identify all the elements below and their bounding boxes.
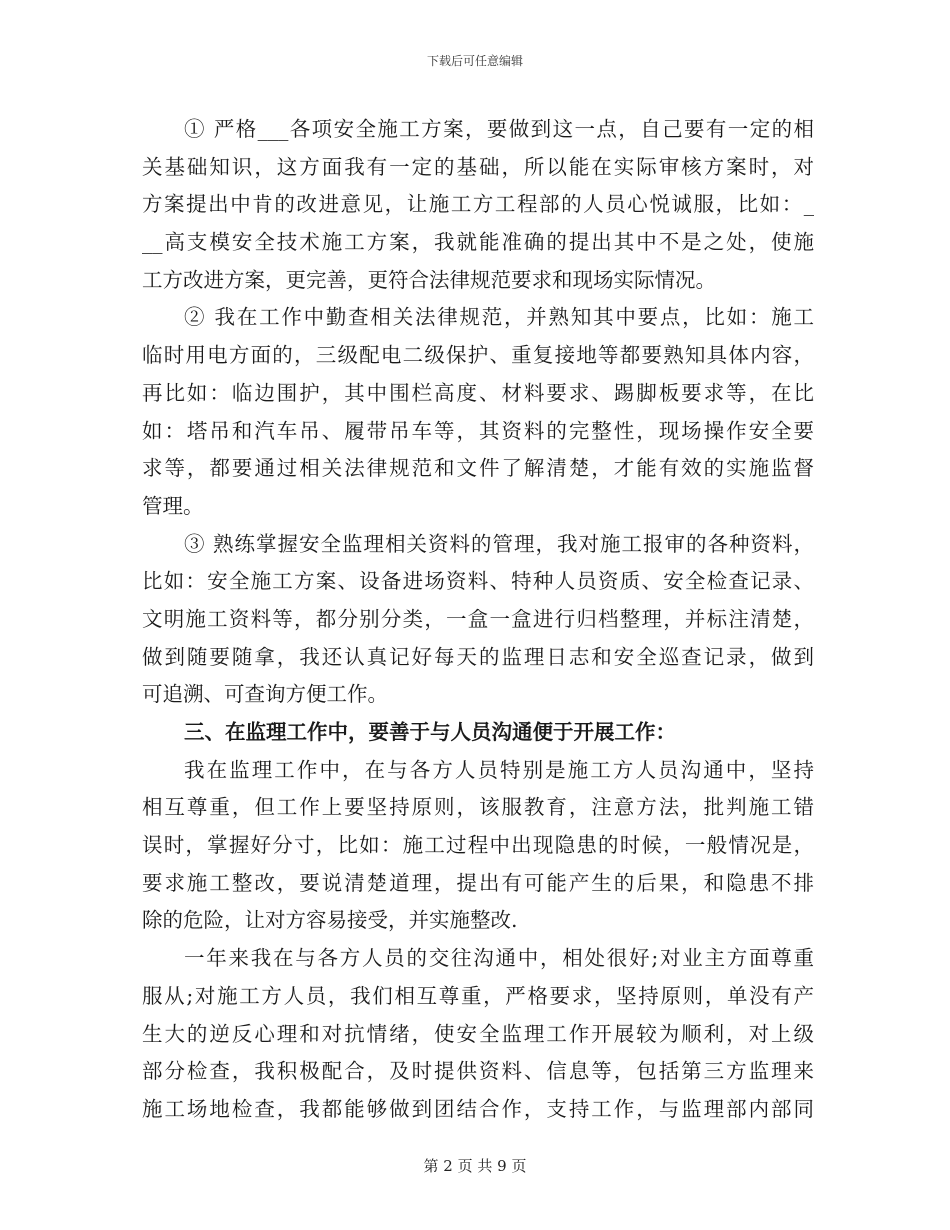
- paragraph-line: 一年来我在与各方人员的交往沟通中，相处很好;对业主方面尊重: [184, 946, 814, 971]
- paragraph-line: 比如：安全施工方案、设备进场资料、特种人员资质、安全检查记录、: [142, 569, 814, 594]
- paragraph-line: 除的危险，让对方容易接受，并实施整改.: [142, 908, 518, 933]
- paragraph-line: 如：塔吊和汽车吊、履带吊车等，其资料的完整性，现场操作安全要: [142, 418, 814, 443]
- paragraph-line: ① 严格___各项安全施工方案，要做到这一点，自己要有一定的相: [184, 117, 814, 141]
- paragraph-line: __高支模安全技术施工方案，我就能准确的提出其中不是之处，使施: [142, 230, 814, 255]
- paragraph-line: ② 我在工作中勤查相关法律规范，并熟知其中要点，比如：施工: [184, 305, 814, 330]
- paragraph-line: 做到随要随拿，我还认真记好每天的监理日志和安全巡查记录，做到: [142, 644, 814, 669]
- section-heading: 三、在监理工作中，要善于与人员沟通便于开展工作：: [184, 720, 676, 744]
- paragraph-line: 工方改进方案，更完善，更符合法律规范要求和现场实际情况。: [142, 267, 716, 292]
- document-body: [142, 111, 814, 1129]
- paragraph-line: ③ 熟练掌握安全监理相关资料的管理，我对施工报审的各种资料，: [184, 531, 814, 556]
- paragraph-line: 临时用电方面的，三级配电二级保护、重复接地等都要熟知具体内容，: [142, 343, 814, 368]
- paragraph-line: 施工场地检查，我都能够做到团结合作，支持工作，与监理部内部同: [142, 1096, 814, 1121]
- page-header: 下载后可任意编辑: [426, 54, 523, 68]
- paragraph-line: 求等，都要通过相关法律规范和文件了解清楚，才能有效的实施监督: [142, 456, 814, 481]
- paragraph-line: 方案提出中肯的改进意见，让施工方工程部的人员心悦诚服，比如：_: [142, 192, 814, 217]
- paragraph-line: 管理。: [142, 493, 204, 518]
- paragraph-line: 要求施工整改，要说清楚道理，提出有可能产生的后果，和隐患不排: [142, 870, 814, 895]
- paragraph-line: 可追溯、可查询方便工作。: [142, 682, 388, 707]
- paragraph-line: 我在监理工作中，在与各方人员特别是施工方人员沟通中，坚持: [184, 757, 814, 782]
- paragraph-line: 生大的逆反心理和对抗情绪，使安全监理工作开展较为顺利，对上级: [142, 1021, 814, 1046]
- paragraph-line: 关基础知识，这方面我有一定的基础，所以能在实际审核方案时，对: [142, 154, 814, 179]
- paragraph-line: 再比如：临边围护，其中围栏高度、材料要求、踢脚板要求等，在比: [142, 380, 814, 405]
- paragraph-line: 误时，掌握好分寸，比如：施工过程中出现隐患的时候，一般情况是，: [142, 833, 814, 858]
- paragraph-line: 文明施工资料等，都分别分类，一盒一盒进行归档整理，并标注清楚，: [142, 606, 814, 631]
- paragraph-line: 服从;对施工方人员，我们相互尊重，严格要求，坚持原则，单没有产: [142, 983, 814, 1008]
- paragraph-line: 部分检查，我积极配合，及时提供资料、信息等，包括第三方监理来: [142, 1059, 814, 1084]
- paragraph-line: 相互尊重，但工作上要坚持原则，该服教育，注意方法，批判施工错: [142, 795, 814, 820]
- page-footer: 第 2 页 共 9 页: [423, 1157, 527, 1175]
